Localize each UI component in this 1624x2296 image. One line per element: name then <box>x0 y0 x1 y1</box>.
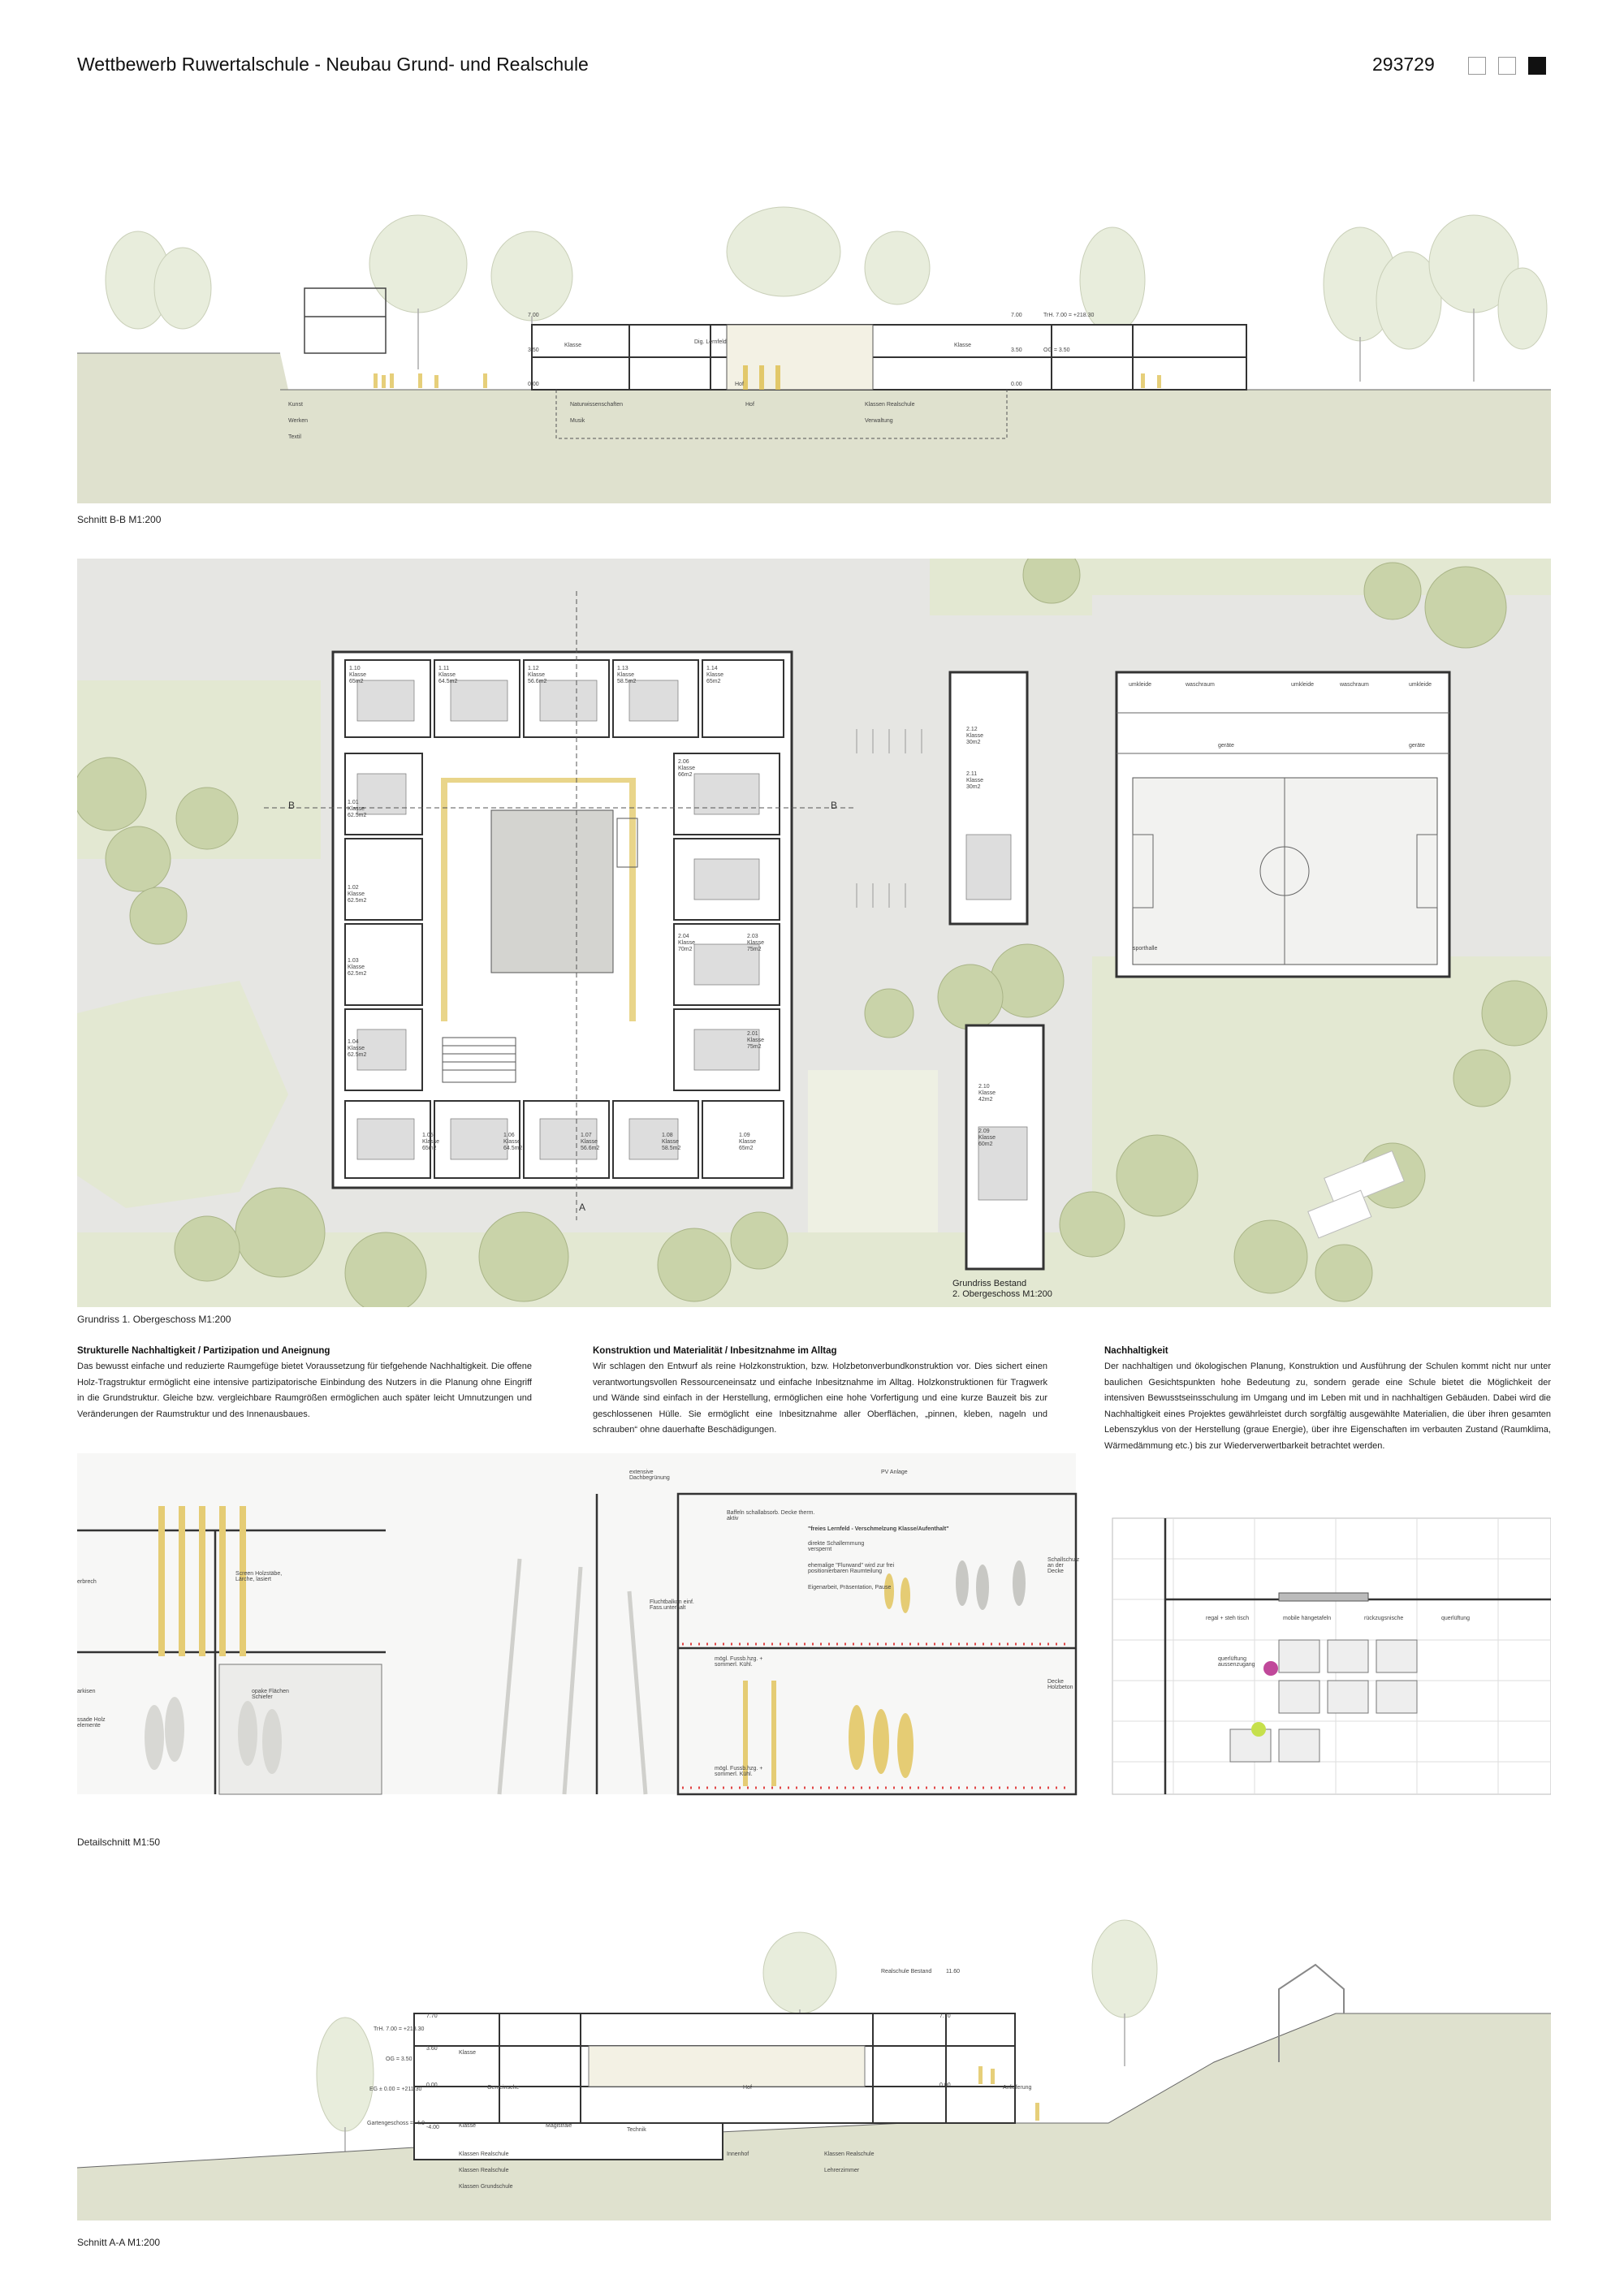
room-2-11: 2.11 Klasse 30m2 <box>966 771 984 790</box>
aa-level-right-000: 0.00 <box>939 2082 951 2088</box>
aa-bottom-klassen-rs-2: Klassen Realschule <box>459 2168 509 2173</box>
room-1-05: 1.05 Klasse 65m2 <box>422 1133 440 1151</box>
room-2-03: 2.03 Klasse 75m2 <box>747 934 765 952</box>
aa-bottom-klassen-rs-right: Klassen Realschule <box>824 2151 875 2157</box>
text-column-sustainability <box>1104 1346 1551 1454</box>
bb-level-top: 7.00 <box>528 313 539 318</box>
detail-label-fussbhzg-1: mögl. Fussb.hzg. + sommerl. Kühl. <box>715 1656 763 1668</box>
detail-label-baffeln: Baffeln schallabsorb. Decke therm. aktiv <box>727 1510 815 1521</box>
room-2-12: 2.12 Klasse 30m2 <box>966 727 984 745</box>
bb-label-musik: Musik <box>570 418 585 424</box>
aa-level-770: 7.70 <box>426 2013 438 2019</box>
room-1-13: 1.13 Klasse 58.5m2 <box>617 666 637 684</box>
detail-label-schallschutz: Schallschutz an der Decke <box>1047 1557 1080 1574</box>
gym-room-umkleide-2: umkleide <box>1291 682 1315 688</box>
aa-room-klasse-og: Klasse <box>459 2050 477 2056</box>
room-1-02: 1.02 Klasse 62.5m2 <box>348 885 367 904</box>
text-column-construction <box>593 1346 1047 1439</box>
detail-label-erbrech: erbrech <box>77 1579 97 1585</box>
aa-room-hof: Hof <box>743 2085 752 2091</box>
detail-label-decke: Decke Holzbeton <box>1047 1679 1073 1690</box>
gym-room-waschraum-2: waschraum <box>1340 682 1369 688</box>
bb-room-klasse-left: Klasse <box>564 343 582 348</box>
room-1-11: 1.11 Klasse 64.5m2 <box>438 666 458 684</box>
bb-label-klassen-realschule: Klassen Realschule <box>865 402 915 408</box>
floorplan-drawing <box>77 559 1551 1307</box>
aa-note-og: OG = 3.50 <box>386 2056 412 2062</box>
detail-label-aussenzugang: querlüftung aussenzugang <box>1218 1656 1255 1668</box>
indicator-square-3 <box>1528 57 1546 75</box>
room-1-14: 1.14 Klasse 65m2 <box>706 666 724 684</box>
bb-level-note-1: TrH. 7.00 = +218.30 <box>1043 313 1095 318</box>
page-title: Wettbewerb Ruwertalschule - Neubau Grund- und Realschule <box>77 54 589 75</box>
room-1-01: 1.01 Klasse 62.5m2 <box>348 800 367 818</box>
room-1-10: 1.10 Klasse 65m2 <box>349 666 367 684</box>
bestand-caption: Grundriss Bestand 2. Obergeschoss M1:200 <box>952 1279 1052 1299</box>
room-1-08: 1.08 Klasse 58.5m2 <box>662 1133 681 1151</box>
section-aa-drawing <box>77 1900 1551 2220</box>
detail-caption: Detailschnitt M1:50 <box>77 1836 161 1848</box>
bb-label-verwaltung: Verwaltung <box>865 418 893 424</box>
aa-bottom-klassen-gs: Klassen Grundschule <box>459 2184 513 2190</box>
room-1-04: 1.04 Klasse 62.5m2 <box>348 1039 367 1058</box>
room-2-06: 2.06 Klasse 66m2 <box>678 759 696 778</box>
bb-room-hof: Hof <box>735 382 744 387</box>
room-1-07: 1.07 Klasse 56.6m2 <box>581 1133 600 1151</box>
detail-label-haengetafeln: mobile hängetafeln <box>1283 1616 1332 1621</box>
bb-room-klasse-right: Klasse <box>954 343 972 348</box>
bb-label-naturwissenschaften: Naturwissenschaften <box>570 402 623 408</box>
detail-label-fussbhzg-2: mögl. Fussb.hzg. + sommerl. Kühl. <box>715 1766 763 1777</box>
aa-bestand-label: Realschule Bestand <box>881 1969 932 1974</box>
aa-note-trh: TrH. 7.00 = +218.30 <box>374 2026 425 2032</box>
aa-level-000: 0.00 <box>426 2082 438 2088</box>
aa-room-gemeinsche: Gemeinsche <box>487 2085 520 2091</box>
gym-room-geraete-2: geräte <box>1409 743 1425 749</box>
aa-note-garten: Gartengeschoss = -4.0 <box>367 2121 425 2126</box>
gym-room-sporthalle: sporthalle <box>1133 946 1158 952</box>
detail-label-pv: PV Anlage <box>881 1470 908 1475</box>
bb-level-mid: 3.50 <box>528 347 539 353</box>
heading-structural: Strukturelle Nachhaltigkeit / Partizipation und Aneignung <box>77 1346 330 1356</box>
detail-label-flurwand: ehemalige "Flurwand" wird zur frei positionierbaren Raumteilung <box>808 1563 895 1574</box>
indicator-square-1 <box>1468 57 1486 75</box>
room-1-06: 1.06 Klasse 64.5m2 <box>503 1133 523 1151</box>
detail-label-opake: opake Flächen Schiefer <box>252 1689 289 1700</box>
room-2-10: 2.10 Klasse 42m2 <box>978 1084 996 1103</box>
detail-label-lernfeld: "freies Lernfeld - Verschmelzung Klasse/Aufenthalt" <box>808 1526 949 1532</box>
aa-room-anlieferung: Anlieferung <box>1003 2085 1032 2091</box>
marker-a: A <box>579 1202 586 1213</box>
bb-level-top-right: 7.00 <box>1011 313 1022 318</box>
project-number: 293729 <box>1372 54 1435 75</box>
bb-label-werken: Werken <box>288 418 308 424</box>
indicator-square-2 <box>1498 57 1516 75</box>
text-column-structural <box>77 1346 532 1422</box>
body-sustainability: Der nachhaltigen und ökologischen Planung, Konstruktion und Ausführung der Schulen kommt nicht nur unter baulichen Gesichtspunkten hohe Bedeutung zu, sondern gerade eine Schule bietet die Möglichkeit der intensiven Bewusstseinsschulung im Umgang und im Leben mit und in nachhaltigen Gebäuden. Dabei wird die Nachhaltigkeit eines Projektes gewährleistet durch sorgfältig ausgewählte Materialien, die über ihren gesamten Lebenszyklus von der Herstellung (graue Energie), über ihre Eigenschaften im verbauten Zustand (Raumklima, Wärmedämmung etc.) bis zur Wiederverwertbarkeit betrachtet werden. <box>1104 1362 1551 1451</box>
bb-label-hof: Hof <box>745 402 754 408</box>
detail-label-querlueftung: querlüftung <box>1441 1616 1471 1621</box>
aa-level-360: 3.60 <box>426 2046 438 2052</box>
aa-bottom-lehrerzimmer: Lehrerzimmer <box>824 2168 860 2173</box>
bb-level-mid-right: 3.50 <box>1011 347 1022 353</box>
heading-sustainability: Nachhaltigkeit <box>1104 1346 1168 1356</box>
gym-room-geraete-1: geräte <box>1218 743 1234 749</box>
aa-room-technik: Technik <box>627 2127 646 2133</box>
bb-level-ground-right: 0.00 <box>1011 382 1022 387</box>
bb-label-textil: Textil <box>288 434 301 440</box>
room-2-01: 2.01 Klasse 75m2 <box>747 1031 765 1050</box>
detail-label-arkisen: arkisen <box>77 1689 96 1694</box>
room-2-04: 2.04 Klasse 70m2 <box>678 934 696 952</box>
detail-label-screen: Screen Holzstäbe, Lärche, lasiert <box>235 1571 283 1582</box>
detail-label-fassade: ssade Holz elemente <box>77 1717 106 1728</box>
gym-room-umkleide-3: umkleide <box>1409 682 1432 688</box>
room-2-09: 2.09 Klasse 60m2 <box>978 1129 996 1147</box>
room-1-09: 1.09 Klasse 65m2 <box>739 1133 757 1151</box>
gym-room-waschraum-1: waschraum <box>1186 682 1215 688</box>
detail-label-rueckzug: rückzugsnische <box>1364 1616 1404 1621</box>
floorplan-caption: Grundriss 1. Obergeschoss M1:200 <box>77 1314 231 1325</box>
bb-room-lernfeld: Dig. Lernfeld <box>694 339 727 345</box>
detail-label-fluchtbalkon: Fluchtbalkon einf. Fass.unterhalt <box>650 1599 694 1611</box>
aa-level-right-770: 7.70 <box>939 2013 951 2019</box>
marker-b-left: B <box>288 800 296 811</box>
room-1-12: 1.12 Klasse 56.6m2 <box>528 666 547 684</box>
bb-label-kunst: Kunst <box>288 402 303 408</box>
section-bb-caption: Schnitt B-B M1:200 <box>77 514 162 525</box>
aa-room-magistrale: Magistrale <box>546 2123 572 2129</box>
body-construction: Wir schlagen den Entwurf als reine Holzkonstruktion, bzw. Holzbetonverbundkonstruktion vor. Dies sichert einen verantwortungsvollen Ressourceneinsatz und einfache Inbesitznahme im Alltag. Holzkonstruktionen für Tragwerk und Wände sind einfach in der Herstellung, ermöglichen eine hohe Vorfertigung und eine kurze Bauzeit bis zur geschlossenen Hülle. Sie ermöglicht eine Inbesitznahme aller Oberflächen, „pinnen, kleben, nageln und schrauben“ ohne dauerhafte Beschädigungen. <box>593 1362 1047 1435</box>
aa-room-klasse-ug: Klasse <box>459 2123 477 2129</box>
detail-label-schallemmung: direkte Schallemmung verspernt <box>808 1541 865 1552</box>
room-1-03: 1.03 Klasse 62.5m2 <box>348 958 367 977</box>
aa-note-eg: EG ± 0.00 = +211.30 <box>369 2087 422 2092</box>
detail-label-eigenarbeit: Eigenarbeit, Präsentation, Pause <box>808 1585 892 1590</box>
aa-bottom-klassen-rs-1: Klassen Realschule <box>459 2151 509 2157</box>
marker-b-right: B <box>831 800 838 811</box>
section-aa-caption: Schnitt A-A M1:200 <box>77 2237 161 2248</box>
aa-level-neg4: -4.00 <box>426 2125 439 2130</box>
gym-room-umkleide-1: umkleide <box>1129 682 1152 688</box>
detail-label-dachbegruenung: extensive Dachbegrünung <box>629 1470 670 1481</box>
aa-bottom-innenhof: Innenhof <box>727 2151 749 2157</box>
section-bb-drawing <box>77 203 1551 503</box>
bb-level-note-2: OG = 3.50 <box>1043 347 1070 353</box>
aa-bestand-level: 11.60 <box>946 1969 960 1974</box>
detail-label-regal: regal + steh tisch <box>1206 1616 1250 1621</box>
heading-construction: Konstruktion und Materialität / Inbesitznahme im Alltag <box>593 1346 837 1356</box>
bb-level-ground: 0.00 <box>528 382 539 387</box>
body-structural: Das bewusst einfache und reduzierte Raumgefüge bietet Voraussetzung für tiefgehende Nachhaltigkeit. Die offene Holz-Tragstruktur ermöglicht eine intensive partizipatorische Einbindung des Nutzers in die Planung ohne Eingriff in die Grundstruktur. Gleiche bzw. vergleichbare Raumgrößen ermöglichen auch später leicht Umnutzungen und Veränderungen der Raumstruktur und des Innenausbaues. <box>77 1362 532 1419</box>
